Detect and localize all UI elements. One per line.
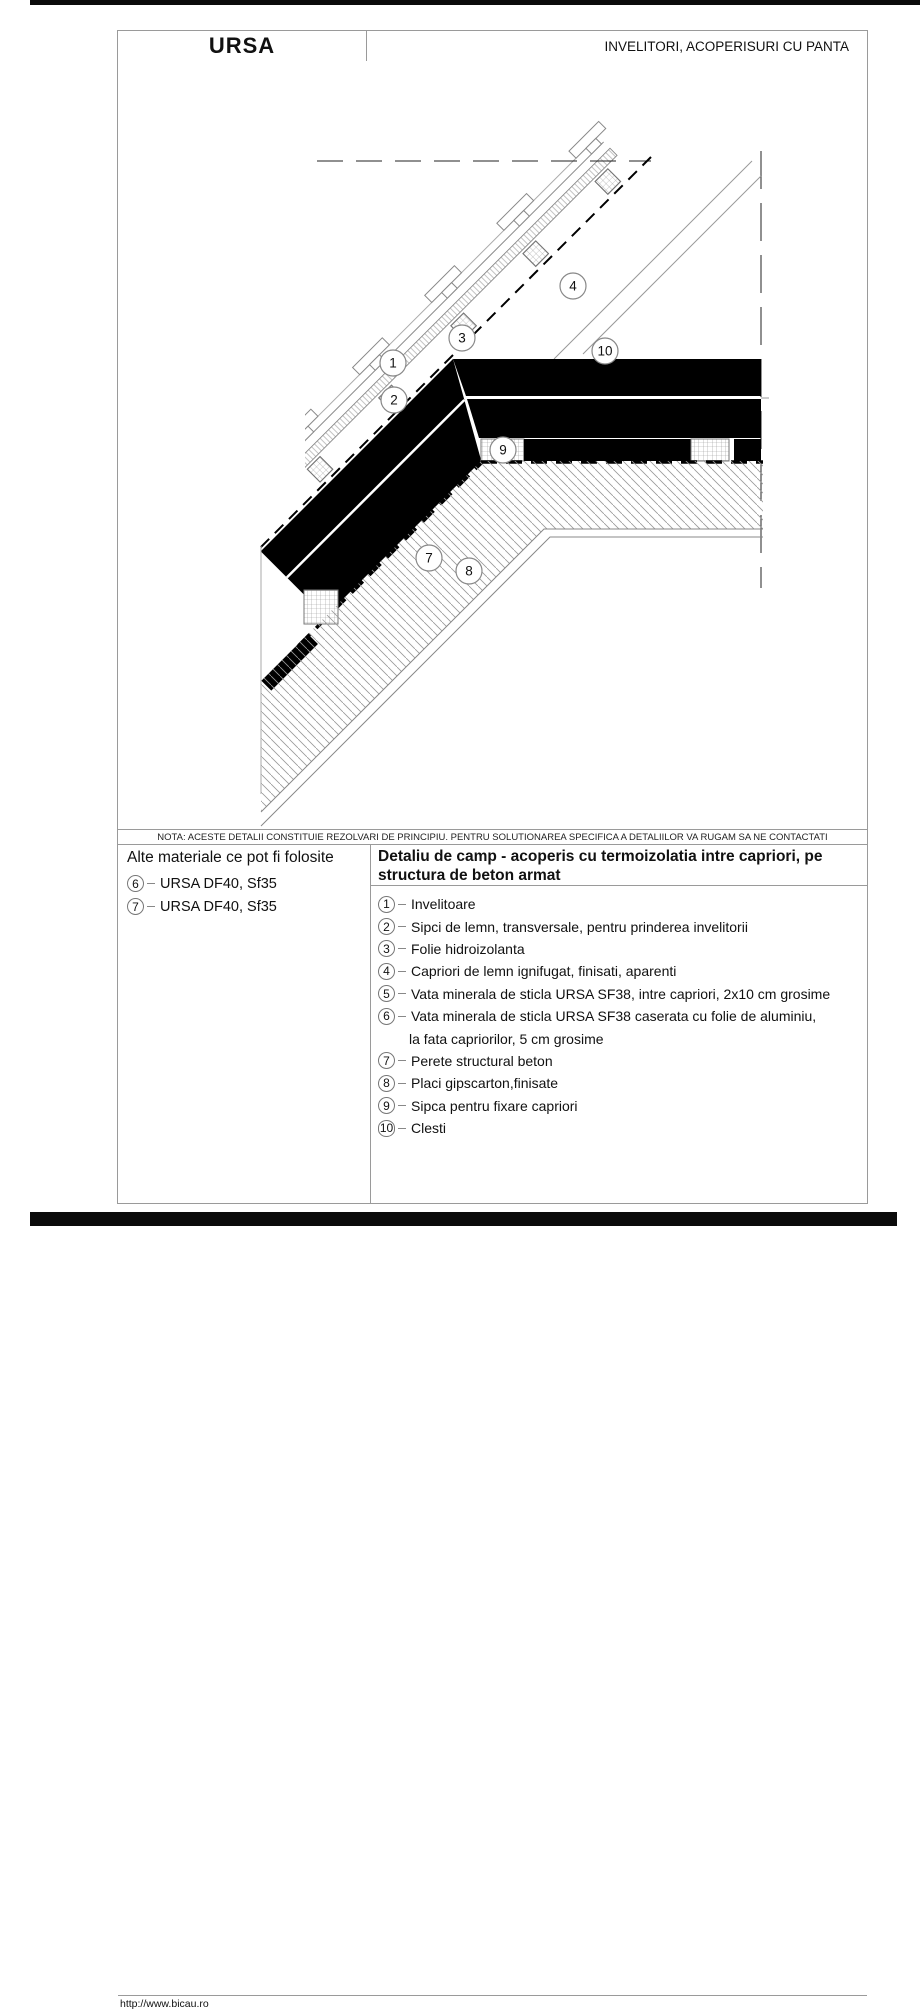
leader-dash bbox=[398, 904, 406, 905]
leader-dash bbox=[398, 948, 406, 949]
svg-text:7: 7 bbox=[425, 550, 433, 566]
scan-edge-top bbox=[30, 0, 920, 5]
legend-item: 5 Vata minerala de sticla URSA SF38, intre capriori, 2x10 cm grosime bbox=[378, 983, 865, 1005]
drawing-area bbox=[118, 61, 867, 829]
nota-row bbox=[118, 829, 867, 845]
nota-text: NOTA: ACESTE DETALII CONSTITUIE REZOLVARI DE PRINCIPIU. PENTRU SOLUTIONAREA SPECIFICA A DETALIILOR VA RUGAM SA NE CONTACTATI bbox=[157, 831, 828, 843]
number-circle: 9 bbox=[378, 1097, 395, 1114]
legend-item: 6 Vata minerala de sticla URSA SF38 caserata cu folie de aluminiu, bbox=[378, 1005, 865, 1027]
leader-dash bbox=[398, 1105, 406, 1106]
insulation-horizontal bbox=[453, 359, 761, 438]
leader-dash bbox=[398, 1060, 406, 1061]
leader-dash bbox=[398, 926, 406, 927]
number-circle: 7 bbox=[378, 1052, 395, 1069]
leader-dash bbox=[398, 1083, 406, 1084]
svg-text:4: 4 bbox=[569, 278, 577, 294]
leader-dash bbox=[398, 1016, 406, 1017]
callout-4 bbox=[560, 273, 586, 299]
legend-item: 9 Sipca pentru fixare capriori bbox=[378, 1095, 865, 1117]
bottom-panels bbox=[118, 845, 867, 2010]
leader-dash bbox=[398, 1128, 406, 1129]
legend-item: 10 Clesti bbox=[379, 1120, 447, 1137]
legend-list bbox=[378, 893, 865, 1139]
svg-text:10: 10 bbox=[597, 343, 613, 359]
callout-9 bbox=[490, 437, 516, 463]
sheet-category-title: INVELITORI, ACOPERISURI CU PANTA bbox=[604, 38, 849, 54]
leader-dash bbox=[398, 971, 406, 972]
number-circle: 7 bbox=[127, 898, 144, 915]
fixing-strip bbox=[481, 439, 761, 461]
callout-3 bbox=[449, 325, 475, 351]
detail-title-block bbox=[378, 847, 863, 886]
number-circle: 6 bbox=[127, 875, 144, 892]
ursa-logo: URSA bbox=[208, 33, 276, 58]
svg-text:8: 8 bbox=[465, 563, 473, 579]
materials-title: Alte materiale ce pot fi folosite bbox=[127, 849, 334, 866]
legend-item: 2 Sipci de lemn, transversale, pentru prinderea invelitorii bbox=[378, 915, 865, 937]
legend-item-continuation: la fata capriorilor, 5 cm grosime bbox=[409, 1030, 604, 1047]
callout-1 bbox=[380, 350, 406, 376]
leader-dash bbox=[147, 883, 155, 884]
legend-item: 1 Invelitoare bbox=[378, 893, 865, 915]
legend-item: 7 Perete structural beton bbox=[378, 1050, 865, 1072]
number-circle: 10 bbox=[379, 1121, 394, 1136]
detail-title: Detaliu de camp - acoperis cu termoizolatia intre capriori, pe structura de beton armat bbox=[378, 848, 823, 885]
svg-text:3: 3 bbox=[458, 330, 466, 346]
number-circle: 5 bbox=[378, 985, 395, 1002]
sheet-frame bbox=[117, 30, 868, 2010]
legend-item: 4 Capriori de lemn ignifugat, finisati, aparenti bbox=[378, 960, 865, 982]
legend-item: 8 Placi gipscarton,finisate bbox=[378, 1072, 865, 1094]
number-circle: 1 bbox=[378, 896, 395, 913]
technical-drawing bbox=[118, 61, 867, 829]
number-circle: 3 bbox=[378, 940, 395, 957]
material-item: 7 URSA DF40, Sf35 bbox=[127, 898, 362, 915]
leader-dash bbox=[147, 906, 155, 907]
website-url: http://www.bicau.ro bbox=[120, 1998, 209, 2010]
footer-separator bbox=[118, 1995, 867, 1996]
leader-dash bbox=[398, 993, 406, 994]
callout-2 bbox=[381, 387, 407, 413]
callout-8 bbox=[456, 558, 482, 584]
material-item: 6 URSA DF40, Sf35 bbox=[127, 875, 362, 892]
title-separator bbox=[370, 885, 867, 886]
svg-text:1: 1 bbox=[389, 355, 397, 371]
clesti-lines bbox=[554, 161, 761, 359]
scan-edge-bottom bbox=[30, 1212, 897, 1226]
panel-divider bbox=[370, 845, 371, 1203]
materials-panel bbox=[127, 849, 362, 921]
svg-text:9: 9 bbox=[499, 442, 507, 458]
number-circle: 8 bbox=[378, 1075, 395, 1092]
number-circle: 6 bbox=[378, 1008, 395, 1025]
number-circle: 4 bbox=[378, 963, 395, 980]
legend-item: 3 Folie hidroizolanta bbox=[378, 938, 865, 960]
callout-7 bbox=[416, 545, 442, 571]
number-circle: 2 bbox=[378, 918, 395, 935]
sheet-header bbox=[118, 31, 867, 61]
svg-text:2: 2 bbox=[390, 392, 398, 408]
callout-10 bbox=[592, 338, 618, 364]
